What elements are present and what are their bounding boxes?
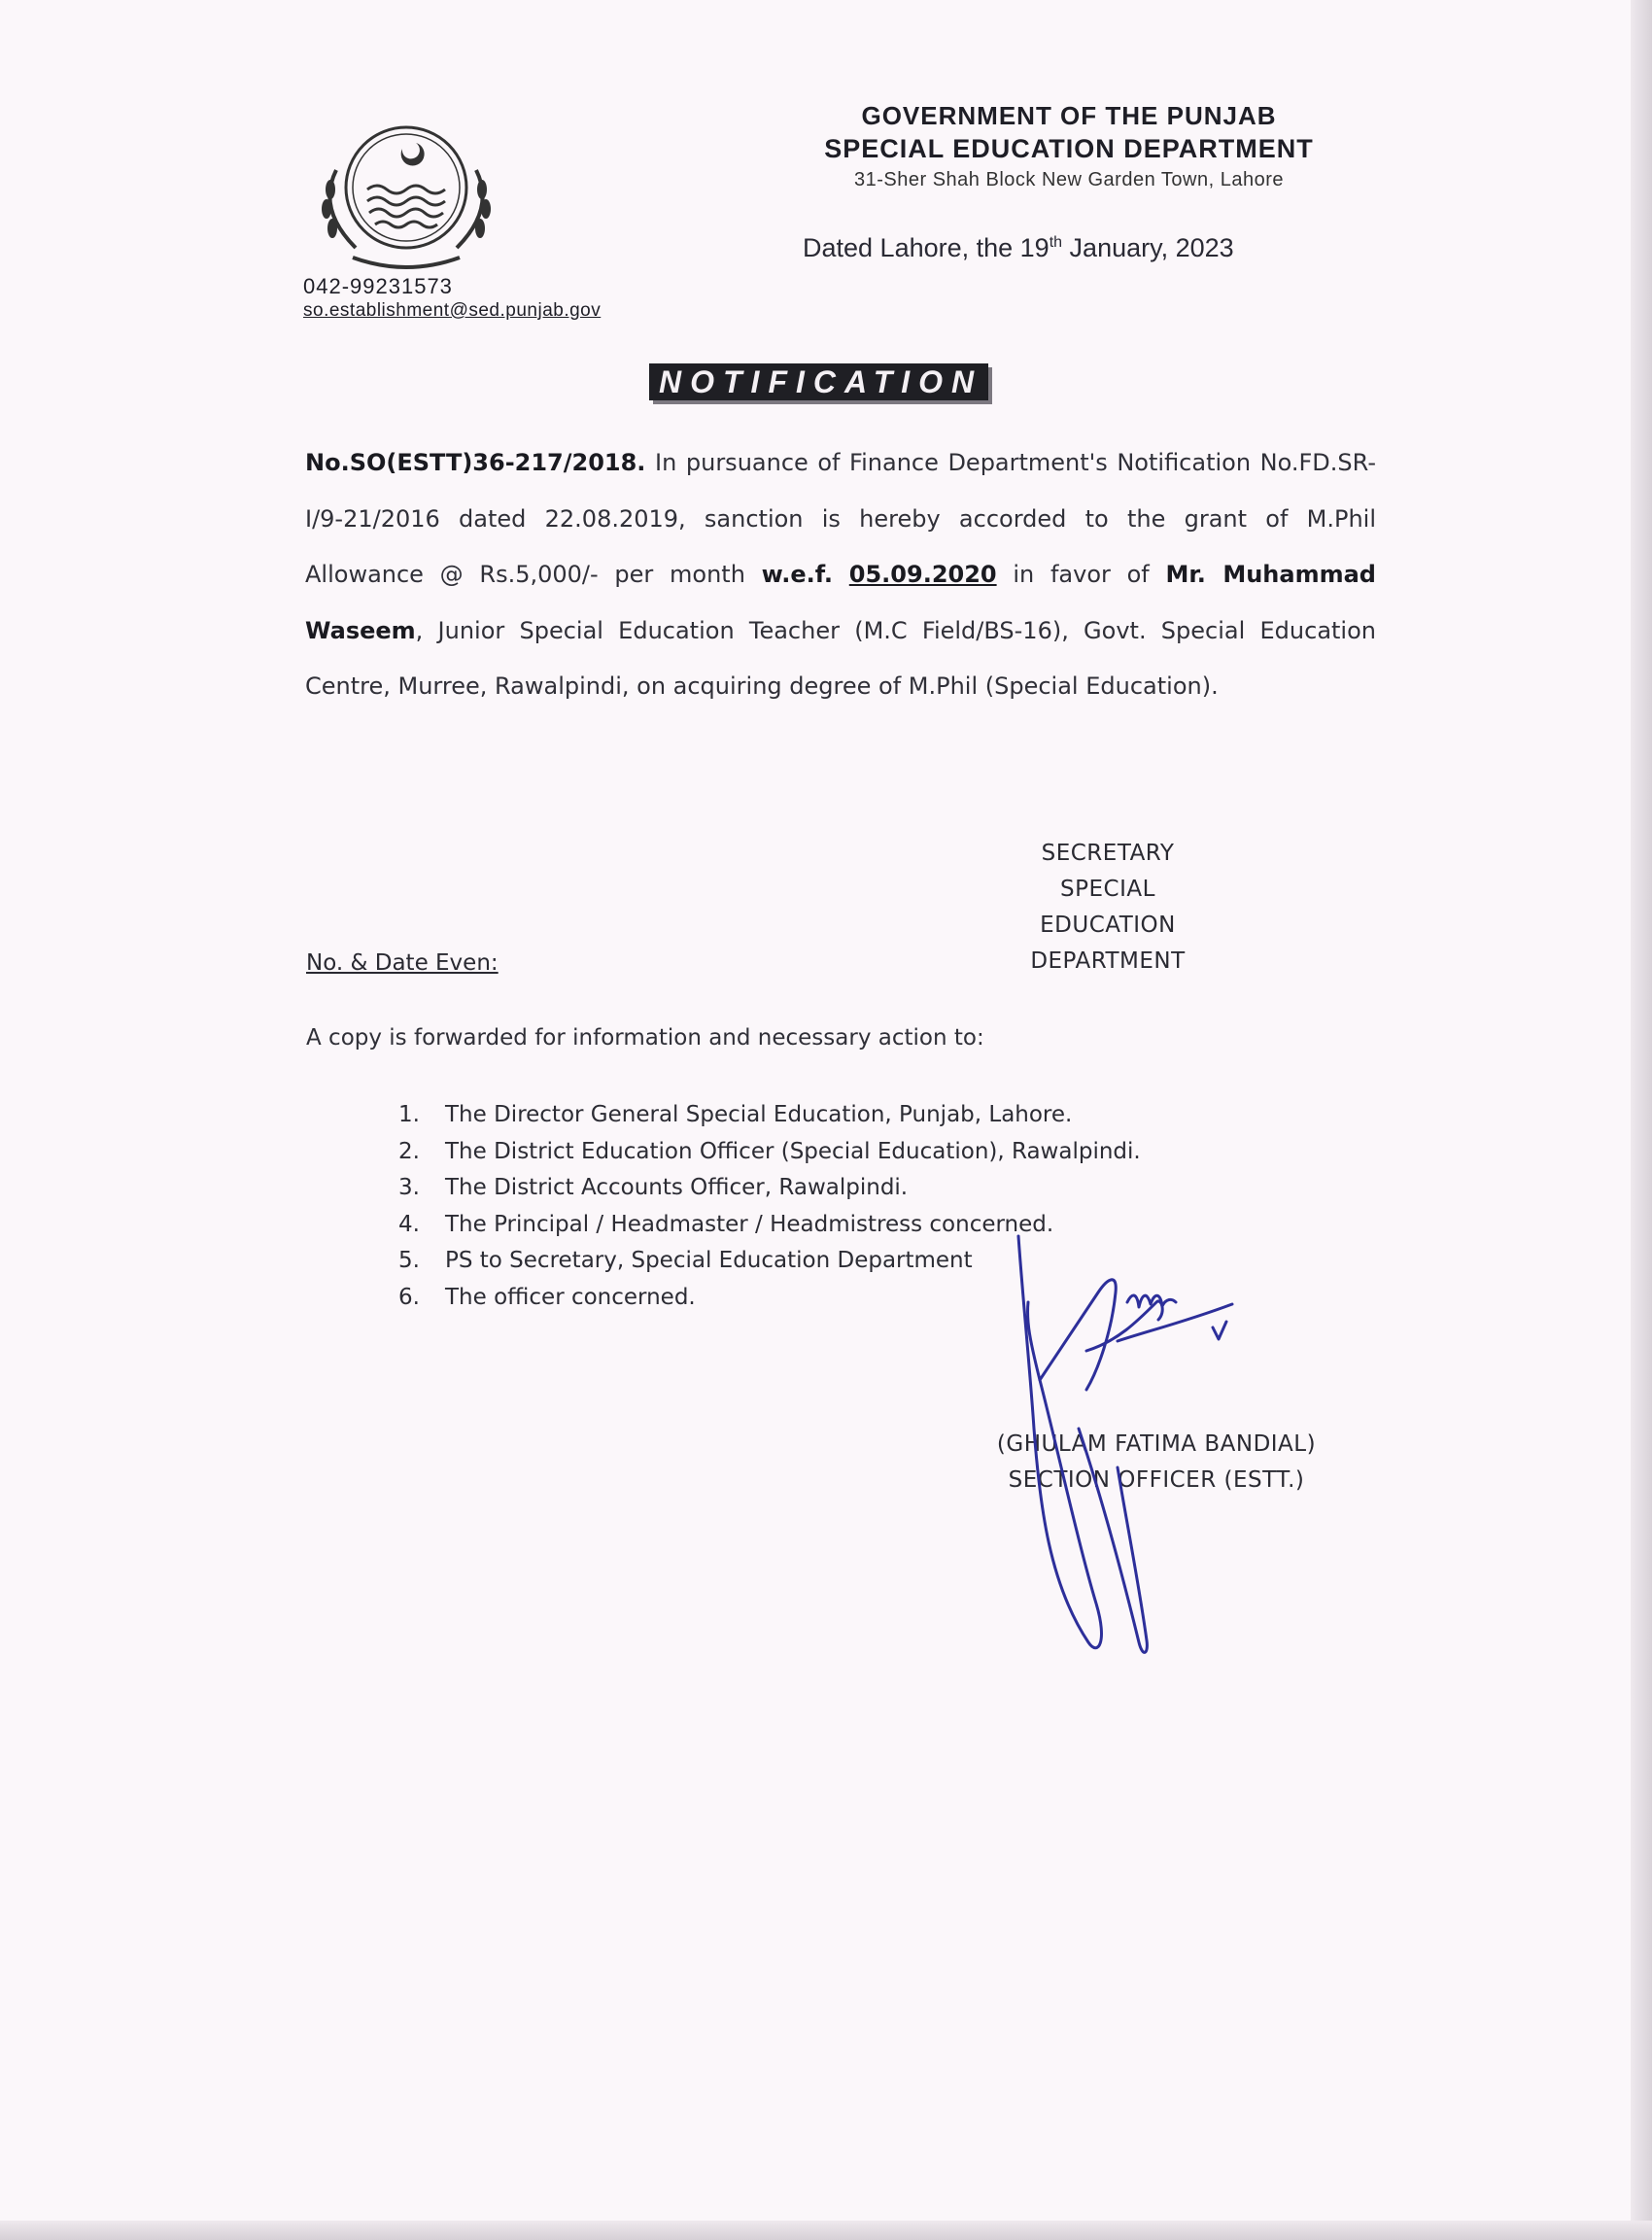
list-item: 5. PS to Secretary, Special Education Department bbox=[398, 1248, 973, 1273]
reference-number: No.SO(ESTT)36-217/2018. bbox=[305, 449, 646, 476]
list-item: 3. The District Accounts Officer, Rawalpindi. bbox=[398, 1175, 909, 1200]
body-text-1: In pursuance of Finance Department's Notification No.FD.SR-I/9-21/2016 dated 22.08.2019, sanction is hereby accorded to the grant of M.Phil Allowance @ Rs.5,000/- per month bbox=[305, 449, 1376, 588]
signatory-name: (GHULAM FATIMA BANDIAL) bbox=[996, 1431, 1317, 1457]
endorsement-intro: A copy is forwarded for information and necessary action to: bbox=[306, 1025, 984, 1051]
dated-suffix: January, 2023 bbox=[1062, 233, 1234, 262]
employee-name: Mr. Muhammad Waseem bbox=[305, 561, 1376, 644]
body-text-2: in favor of bbox=[996, 561, 1166, 588]
list-item: 2. The District Education Officer (Special Education), Rawalpindi. bbox=[398, 1138, 1141, 1164]
department-address: 31-Sher Shah Block New Garden Town, Lahore bbox=[854, 169, 1284, 190]
department-name: SPECIAL EDUCATION DEPARTMENT bbox=[824, 134, 1314, 163]
notification-title: NOTIFICATION bbox=[649, 363, 988, 400]
notification-body bbox=[305, 435, 1376, 715]
secretary-line-1: SECRETARY bbox=[1041, 841, 1175, 866]
list-item: 1. The Director General Special Education, Punjab, Lahore. bbox=[398, 1102, 1073, 1127]
body-text-3: , Junior Special Education Teacher (M.C Field/BS-16), Govt. Special Education Centre, Murree, Rawalpindi, on acquiring degree of M.Phil (Special Education). bbox=[305, 616, 1376, 700]
list-item: 4. The Principal / Headmaster / Headmistress concerned. bbox=[398, 1211, 1054, 1237]
endorsement-heading: No. & Date Even: bbox=[306, 950, 499, 976]
contact-info bbox=[303, 274, 601, 322]
secretary-line-2: SPECIAL EDUCATION bbox=[1040, 877, 1176, 938]
letterhead-header bbox=[758, 99, 1380, 194]
punjab-government-emblem-icon bbox=[309, 112, 503, 279]
email-address: so.establishment@sed.punjab.gov bbox=[303, 300, 602, 321]
dated-ordinal: th bbox=[1049, 234, 1063, 251]
wef-date: 05.09.2020 bbox=[848, 561, 997, 588]
signatory-designation: SECTION OFFICER (ESTT.) bbox=[1008, 1467, 1305, 1493]
government-name: GOVERNMENT OF THE PUNJAB bbox=[861, 101, 1277, 130]
list-item: 6. The officer concerned. bbox=[398, 1284, 696, 1310]
secretary-block bbox=[991, 836, 1224, 980]
handwritten-signature-icon bbox=[972, 1234, 1273, 1662]
dated-prefix: Dated Lahore, the 19 bbox=[803, 233, 1050, 262]
dated-line bbox=[803, 233, 1234, 263]
wef-label: w.e.f. bbox=[761, 561, 834, 588]
page-edge-shadow-bottom bbox=[0, 2221, 1652, 2240]
phone-number: 042-99231573 bbox=[303, 274, 453, 298]
page-edge-shadow-right bbox=[1631, 0, 1652, 2240]
secretary-line-3: DEPARTMENT bbox=[1030, 948, 1186, 974]
